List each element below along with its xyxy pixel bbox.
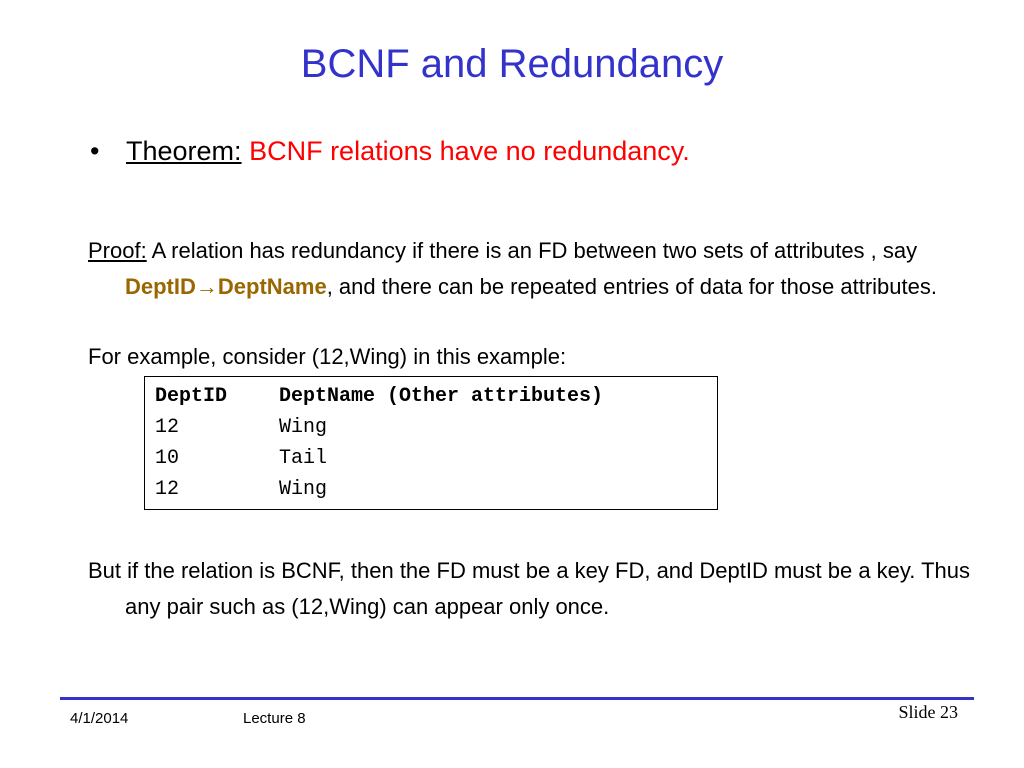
theorem-text: BCNF relations have no redundancy. [249,136,690,166]
table-cell-deptname: Wing [279,478,328,501]
table-row [155,412,717,443]
table-row [155,443,717,474]
table-cell-deptname: Wing [279,416,328,439]
proof-text-before: A relation has redundancy if there is an FD between two sets of attributes , say [146,238,918,263]
footer-divider [60,697,974,700]
proof-paragraph [88,233,995,305]
slide-title: BCNF and Redundancy [300,42,724,86]
table-header-row [155,381,717,412]
footer-date: 4/1/2014 [70,710,129,727]
example-text: For example, consider (12,Wing) in this example: [88,344,567,369]
theorem-bullet [90,135,690,169]
example-relation-table [144,376,718,510]
table-cell-deptid: 12 [155,416,180,439]
fd-arrow-icon: → [195,274,218,299]
proof-text-after: , and there can be repeated entries of data for those attributes. [326,274,937,299]
fd-rhs: DeptName [217,274,327,299]
table-cell-deptid: 10 [155,447,180,470]
theorem-label: Theorem: [126,136,242,166]
bullet-marker: • [90,136,100,166]
proof-label: Proof: [88,238,147,263]
table-cell-deptid: 12 [155,478,180,501]
table-header-deptid: DeptID [155,385,228,408]
table-row [155,474,717,505]
conclusion-paragraph: But if the relation is BCNF, then the FD must be a key FD, and DeptID must be a key. Thus any pair such as (12,Wing) can appear only once. [88,558,971,619]
footer-lecture: Lecture 8 [243,710,306,727]
table-header-deptname: DeptName (Other attributes) [279,385,604,408]
slide-number: Slide 23 [898,702,958,722]
fd-lhs: DeptID [125,274,196,299]
table-cell-deptname: Tail [279,447,328,470]
